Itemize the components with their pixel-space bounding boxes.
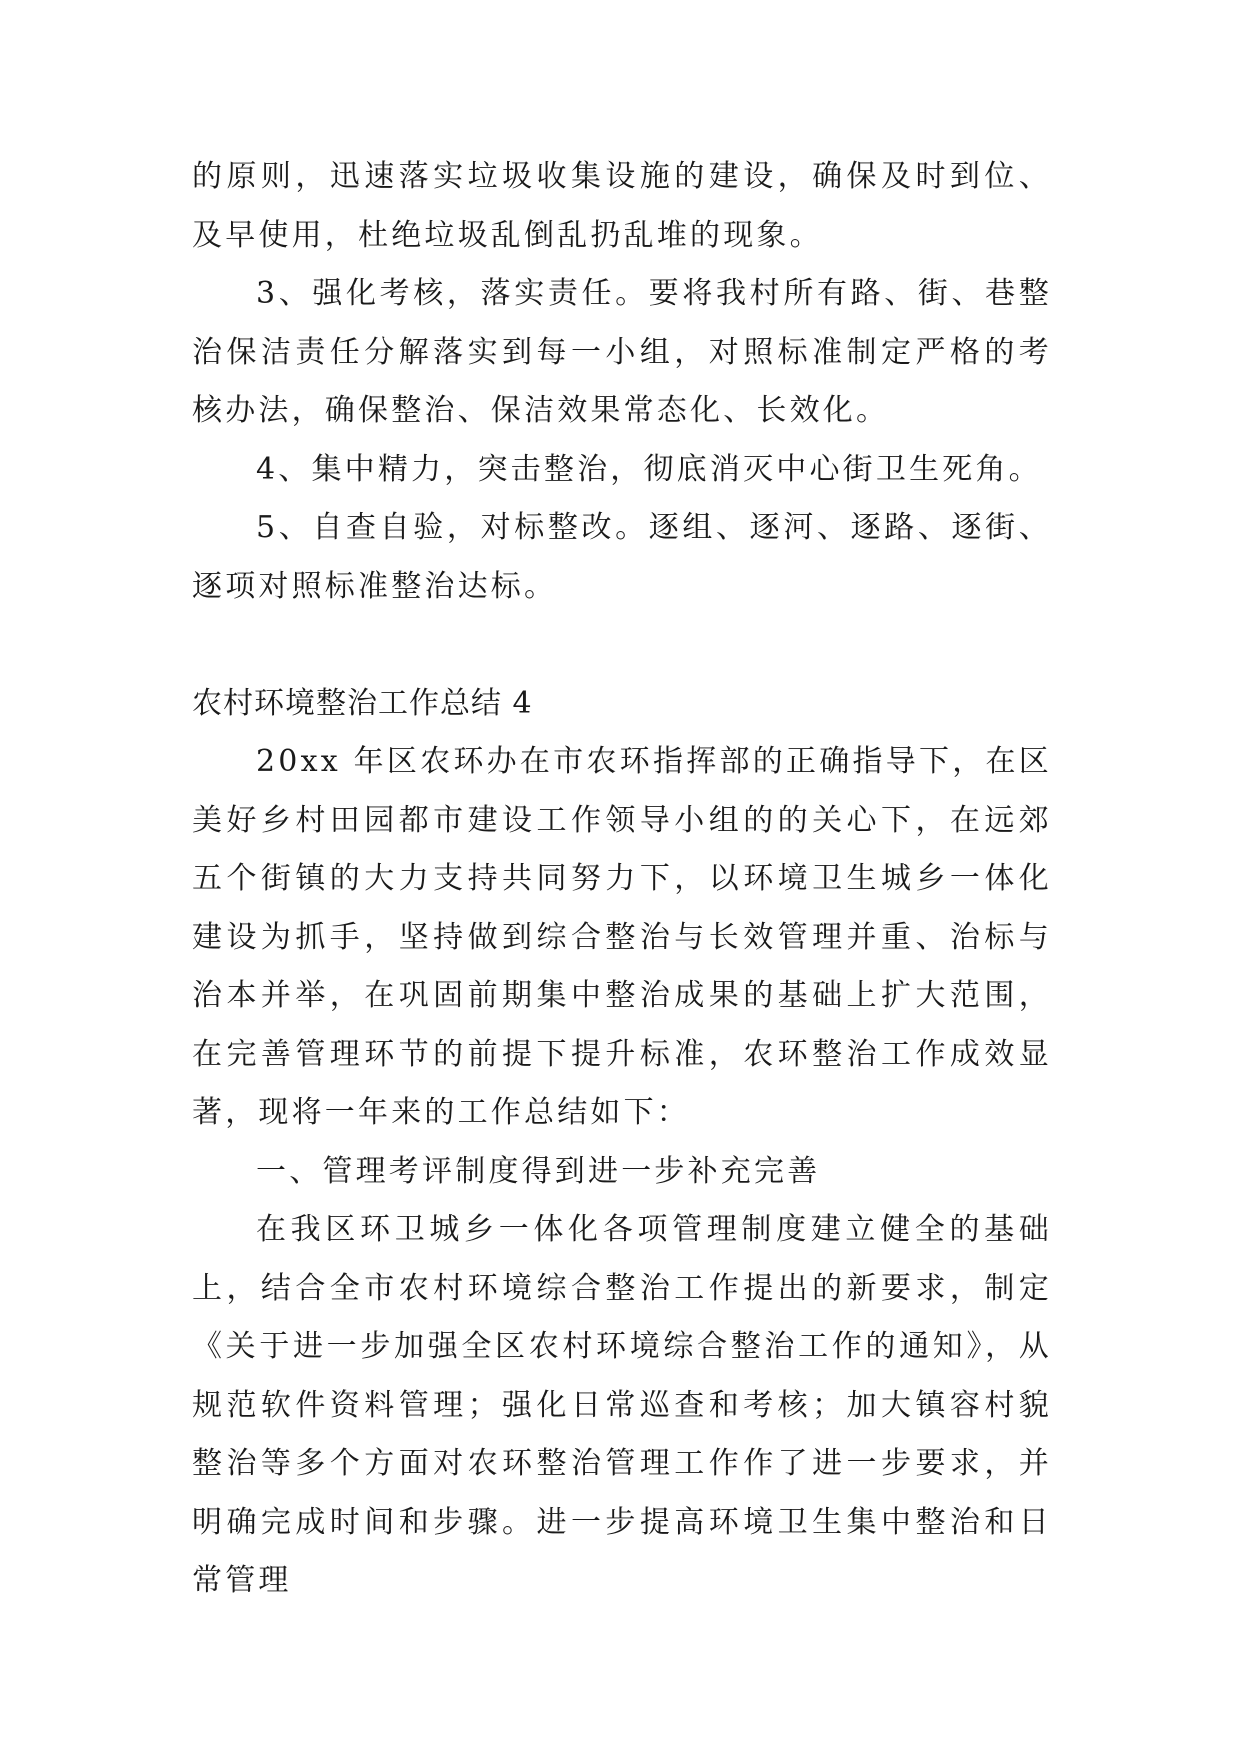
document-body [192, 148, 1052, 1611]
subsection-body: 在我区环卫城乡一体化各项管理制度建立健全的基础上，结合全市农村环境综合整治工作提出的新要求，制定《关于进一步加强全区农村环境综合整治工作的通知》，从规范软件资料管理；强化日常巡查和考核；加大镇容村貌整治等多个方面对农环整治管理工作作了进一步要求，并明确完成时间和步骤。进一步提高环境卫生集中整治和日常管理 [192, 1212, 1052, 1598]
subsection-heading: 一、管理考评制度得到进一步补充完善 [256, 1153, 821, 1189]
continuation-paragraph: 的原则，迅速落实垃圾收集设施的建设，确保及时到位、及早使用，杜绝垃圾乱倒乱扔乱堆的现象。 [192, 159, 1052, 253]
intro-paragraph: 20xx 年区农环办在市农环指挥部的正确指导下，在区美好乡村田园都市建设工作领导小组的的关心下，在远郊五个街镇的大力支持共同努力下，以环境卫生城乡一体化建设为抓手，坚持做到综合整治与长效管理并重、治标与治本并举，在巩固前期集中整治成果的基础上扩大范围，在完善管理环节的前提下提升标准，农环整治工作成效显著，现将一年来的工作总结如下： [192, 744, 1052, 1130]
list-item-5: 5、自查自验，对标整改。逐组、逐河、逐路、逐街、逐项对照标准整治达标。 [192, 510, 1052, 604]
list-item-3: 3、强化考核，落实责任。要将我村所有路、街、巷整治保洁责任分解落实到每一小组，对照标准制定严格的考核办法，确保整治、保洁效果常态化、长效化。 [192, 276, 1052, 428]
list-item-4: 4、集中精力，突击整治，彻底消灭中心街卫生死角。 [256, 451, 1042, 487]
section-title: 农村环境整治工作总结 4 [192, 685, 533, 721]
